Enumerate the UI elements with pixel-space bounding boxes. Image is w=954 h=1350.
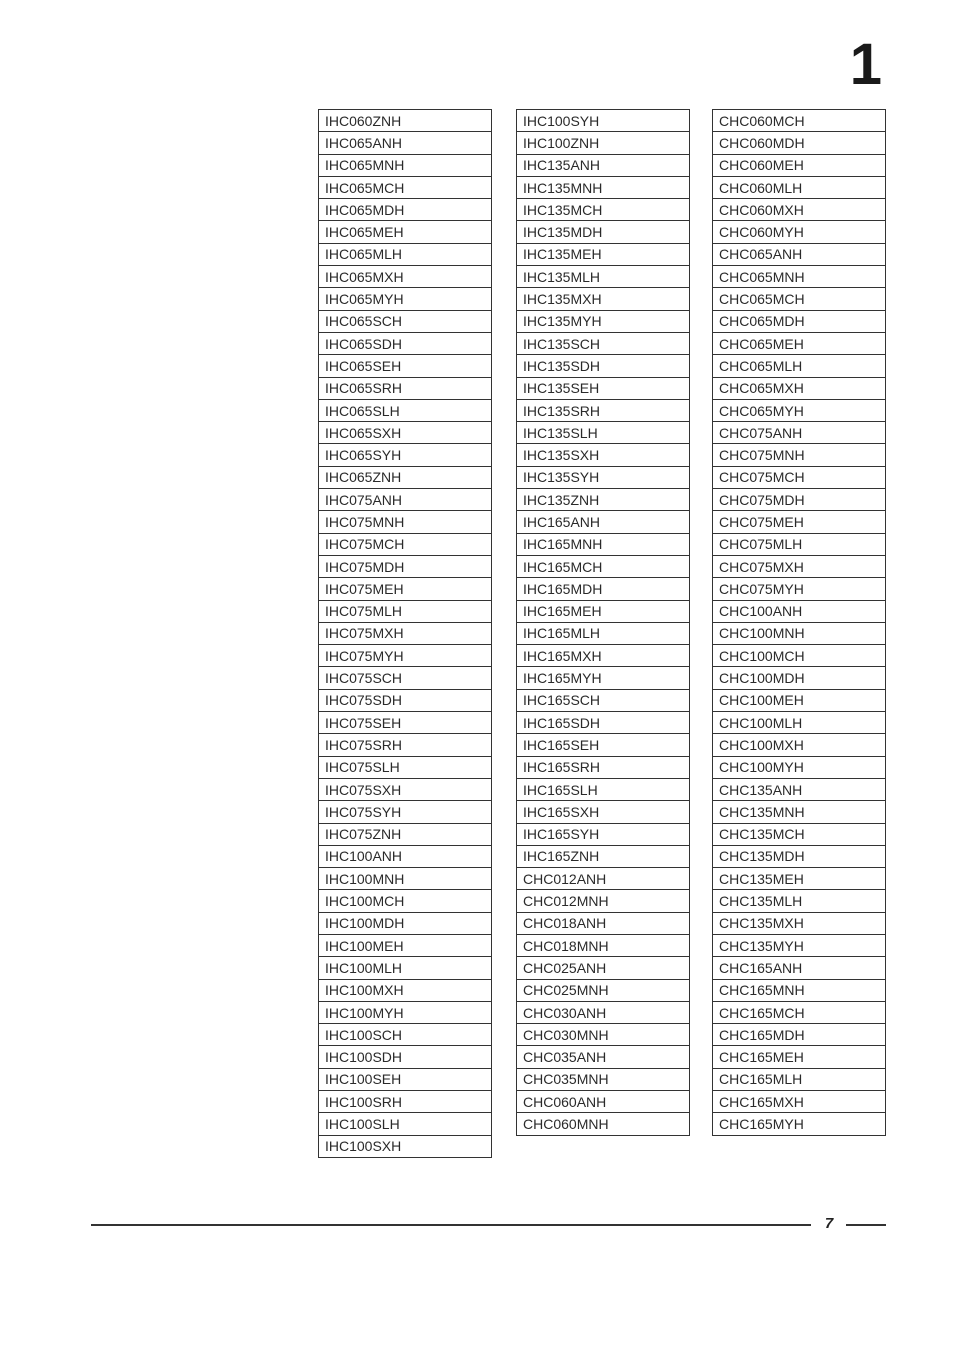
table-row: [713, 199, 886, 221]
model-code-cell: CHC018ANH: [517, 912, 690, 934]
model-code-cell: IHC135SCH: [517, 332, 690, 354]
model-code-cell: CHC018MNH: [517, 934, 690, 956]
model-code-cell: CHC075MEH: [713, 511, 886, 533]
table-row: [517, 600, 690, 622]
model-code-cell: IHC165SXH: [517, 801, 690, 823]
model-code-cell: CHC165ANH: [713, 957, 886, 979]
table-row: [517, 823, 690, 845]
model-code-cell: IHC065MXH: [319, 266, 492, 288]
table-row: [713, 332, 886, 354]
table-row: [517, 1113, 690, 1135]
model-list-column-3: [712, 109, 886, 1136]
table-row: [713, 154, 886, 176]
model-code-cell: IHC065MCH: [319, 176, 492, 198]
table-row: [713, 511, 886, 533]
table-row: [319, 110, 492, 132]
table-row: [713, 756, 886, 778]
model-code-cell: CHC165MYH: [713, 1113, 886, 1135]
table-row: [713, 1068, 886, 1090]
table-row: [319, 756, 492, 778]
model-code-cell: IHC165SLH: [517, 778, 690, 800]
table-row: [319, 511, 492, 533]
model-code-cell: IHC065ZNH: [319, 466, 492, 488]
model-code-cell: CHC100MNH: [713, 622, 886, 644]
model-code-cell: CHC100MLH: [713, 712, 886, 734]
table-row: [319, 377, 492, 399]
model-code-cell: IHC065SEH: [319, 355, 492, 377]
table-row: [319, 801, 492, 823]
table-row: [713, 533, 886, 555]
table-row: [517, 533, 690, 555]
table-row: [517, 645, 690, 667]
table-row: [319, 934, 492, 956]
table-row: [713, 1046, 886, 1068]
model-code-cell: CHC165MXH: [713, 1091, 886, 1113]
model-code-cell: IHC100MNH: [319, 868, 492, 890]
model-code-cell: CHC065MCH: [713, 288, 886, 310]
table-row: [517, 912, 690, 934]
table-row: [713, 890, 886, 912]
table-row: [713, 667, 886, 689]
table-row: [517, 845, 690, 867]
table-row: [319, 444, 492, 466]
table-row: [319, 533, 492, 555]
model-code-cell: CHC065MXH: [713, 377, 886, 399]
model-code-cell: CHC100MEH: [713, 689, 886, 711]
model-code-cell: IHC100MLH: [319, 957, 492, 979]
model-code-cell: IHC065MDH: [319, 199, 492, 221]
model-code-cell: CHC065MNH: [713, 266, 886, 288]
model-code-cell: IHC100MYH: [319, 1001, 492, 1023]
table-row: [319, 622, 492, 644]
table-row: [713, 600, 886, 622]
table-row: [319, 600, 492, 622]
table-row: [319, 578, 492, 600]
page-number: 7: [824, 1215, 834, 1232]
table-row: [713, 489, 886, 511]
model-code-cell: IHC100ZNH: [517, 132, 690, 154]
model-code-cell: CHC165MDH: [713, 1024, 886, 1046]
table-row: [713, 555, 886, 577]
model-code-cell: IHC060ZNH: [319, 110, 492, 132]
table-row: [319, 132, 492, 154]
table-row: [319, 823, 492, 845]
model-code-cell: IHC135SYH: [517, 466, 690, 488]
model-code-cell: CHC135ANH: [713, 778, 886, 800]
chapter-number: 1: [849, 32, 882, 97]
table-row: [517, 399, 690, 421]
model-code-cell: IHC135MNH: [517, 176, 690, 198]
model-code-cell: IHC165SRH: [517, 756, 690, 778]
model-code-cell: CHC100MXH: [713, 734, 886, 756]
model-code-cell: IHC135SLH: [517, 422, 690, 444]
model-code-cell: IHC135MDH: [517, 221, 690, 243]
model-code-cell: IHC075MCH: [319, 533, 492, 555]
table-row: [517, 377, 690, 399]
table-row: [319, 1091, 492, 1113]
table-row: [713, 801, 886, 823]
model-code-cell: CHC075ANH: [713, 422, 886, 444]
model-code-cell: CHC012ANH: [517, 868, 690, 890]
model-code-cell: CHC025ANH: [517, 957, 690, 979]
table-row: [713, 355, 886, 377]
model-code-cell: CHC075MLH: [713, 533, 886, 555]
table-row: [319, 689, 492, 711]
table-row: [713, 912, 886, 934]
model-code-cell: IHC100MEH: [319, 934, 492, 956]
table-row: [517, 957, 690, 979]
table-row: [713, 622, 886, 644]
table-row: [713, 221, 886, 243]
model-code-cell: CHC075MCH: [713, 466, 886, 488]
table-row: [517, 689, 690, 711]
table-row: [713, 466, 886, 488]
table-row: [319, 221, 492, 243]
table-row: [713, 132, 886, 154]
model-code-cell: IHC100MDH: [319, 912, 492, 934]
model-code-cell: IHC065MEH: [319, 221, 492, 243]
model-code-cell: IHC135MLH: [517, 266, 690, 288]
table-row: [319, 868, 492, 890]
model-code-cell: IHC075SDH: [319, 689, 492, 711]
model-code-cell: IHC065SDH: [319, 332, 492, 354]
model-code-cell: IHC100SCH: [319, 1024, 492, 1046]
model-code-cell: IHC165SEH: [517, 734, 690, 756]
table-row: [319, 199, 492, 221]
table-row: [517, 511, 690, 533]
table-row: [319, 1024, 492, 1046]
model-code-cell: CHC065MDH: [713, 310, 886, 332]
model-code-cell: IHC165MNH: [517, 533, 690, 555]
table-row: [319, 1135, 492, 1157]
model-code-cell: IHC135MCH: [517, 199, 690, 221]
table-row: [319, 1046, 492, 1068]
model-code-cell: CHC030MNH: [517, 1024, 690, 1046]
model-code-cell: IHC065SCH: [319, 310, 492, 332]
table-row: [319, 979, 492, 1001]
model-code-cell: CHC060MLH: [713, 176, 886, 198]
model-code-cell: IHC075MYH: [319, 645, 492, 667]
model-code-cell: CHC060MCH: [713, 110, 886, 132]
model-code-cell: IHC065SRH: [319, 377, 492, 399]
table-row: [713, 444, 886, 466]
table-row: [517, 778, 690, 800]
table-row: [713, 243, 886, 265]
model-code-cell: CHC030ANH: [517, 1001, 690, 1023]
model-code-cell: CHC065MLH: [713, 355, 886, 377]
table-row: [713, 1024, 886, 1046]
table-row: [517, 712, 690, 734]
model-code-cell: IHC165SDH: [517, 712, 690, 734]
model-code-cell: IHC075MEH: [319, 578, 492, 600]
model-code-cell: IHC135MEH: [517, 243, 690, 265]
table-row: [713, 110, 886, 132]
table-row: [713, 979, 886, 1001]
model-code-cell: IHC165MCH: [517, 555, 690, 577]
table-row: [713, 957, 886, 979]
table-row: [517, 801, 690, 823]
table-row: [517, 979, 690, 1001]
table-row: [713, 868, 886, 890]
model-code-cell: CHC100MYH: [713, 756, 886, 778]
table-row: [517, 622, 690, 644]
table-row: [713, 645, 886, 667]
model-list-column-2: [516, 109, 690, 1136]
table-row: [517, 266, 690, 288]
table-row: [319, 1113, 492, 1135]
table-row: [713, 377, 886, 399]
footer-rule-right: [846, 1224, 886, 1226]
model-code-cell: CHC035ANH: [517, 1046, 690, 1068]
table-row: [713, 734, 886, 756]
table-row: [517, 1091, 690, 1113]
model-code-cell: CHC135MYH: [713, 934, 886, 956]
model-code-cell: IHC075ANH: [319, 489, 492, 511]
model-code-cell: CHC100MCH: [713, 645, 886, 667]
table-row: [319, 332, 492, 354]
model-code-cell: IHC165MYH: [517, 667, 690, 689]
model-code-cell: IHC075MNH: [319, 511, 492, 533]
model-code-cell: IHC075SLH: [319, 756, 492, 778]
model-code-cell: IHC100ANH: [319, 845, 492, 867]
model-code-cell: CHC135MDH: [713, 845, 886, 867]
table-row: [517, 110, 690, 132]
table-row: [713, 712, 886, 734]
model-code-cell: IHC165ANH: [517, 511, 690, 533]
table-row: [517, 466, 690, 488]
model-code-cell: CHC065ANH: [713, 243, 886, 265]
model-code-cell: CHC060ANH: [517, 1091, 690, 1113]
model-code-cell: CHC135MEH: [713, 868, 886, 890]
table-row: [517, 176, 690, 198]
model-code-cell: CHC165MLH: [713, 1068, 886, 1090]
table-row: [319, 778, 492, 800]
table-row: [713, 823, 886, 845]
table-row: [517, 199, 690, 221]
table-row: [517, 1001, 690, 1023]
model-code-cell: CHC100MDH: [713, 667, 886, 689]
model-code-cell: IHC075ZNH: [319, 823, 492, 845]
model-code-cell: IHC100SDH: [319, 1046, 492, 1068]
table-row: [517, 422, 690, 444]
model-code-cell: IHC075SYH: [319, 801, 492, 823]
table-row: [319, 912, 492, 934]
model-code-cell: IHC065SLH: [319, 399, 492, 421]
model-code-cell: IHC065SXH: [319, 422, 492, 444]
table-row: [319, 466, 492, 488]
model-code-cell: IHC100MCH: [319, 890, 492, 912]
table-row: [713, 422, 886, 444]
model-code-cell: IHC075SCH: [319, 667, 492, 689]
model-code-cell: CHC135MLH: [713, 890, 886, 912]
table-row: [517, 1068, 690, 1090]
model-code-cell: IHC075MLH: [319, 600, 492, 622]
table-row: [517, 1024, 690, 1046]
model-code-cell: IHC135SEH: [517, 377, 690, 399]
model-code-cell: IHC065MYH: [319, 288, 492, 310]
model-code-cell: IHC065MLH: [319, 243, 492, 265]
table-row: [319, 489, 492, 511]
table-row: [319, 712, 492, 734]
table-row: [713, 1001, 886, 1023]
model-code-cell: IHC075SEH: [319, 712, 492, 734]
table-row: [517, 444, 690, 466]
table-row: [319, 845, 492, 867]
model-code-cell: IHC165ZNH: [517, 845, 690, 867]
table-row: [517, 890, 690, 912]
table-row: [319, 1001, 492, 1023]
model-code-cell: CHC135MCH: [713, 823, 886, 845]
table-row: [319, 667, 492, 689]
table-row: [517, 868, 690, 890]
table-row: [319, 288, 492, 310]
table-row: [319, 176, 492, 198]
model-code-cell: IHC100SYH: [517, 110, 690, 132]
model-code-cell: IHC135SXH: [517, 444, 690, 466]
model-code-cell: CHC135MNH: [713, 801, 886, 823]
table-row: [319, 555, 492, 577]
model-code-cell: CHC035MNH: [517, 1068, 690, 1090]
model-code-cell: CHC060MXH: [713, 199, 886, 221]
model-code-cell: CHC075MNH: [713, 444, 886, 466]
table-row: [517, 355, 690, 377]
table-row: [713, 845, 886, 867]
table-row: [517, 243, 690, 265]
table-row: [517, 756, 690, 778]
table-row: [319, 399, 492, 421]
model-code-cell: CHC065MEH: [713, 332, 886, 354]
model-code-cell: IHC135MXH: [517, 288, 690, 310]
table-row: [713, 176, 886, 198]
model-code-cell: CHC100ANH: [713, 600, 886, 622]
table-row: [319, 734, 492, 756]
table-row: [713, 1091, 886, 1113]
table-row: [713, 934, 886, 956]
table-row: [517, 667, 690, 689]
model-code-cell: IHC100SRH: [319, 1091, 492, 1113]
model-code-cell: IHC075SRH: [319, 734, 492, 756]
table-row: [319, 422, 492, 444]
table-row: [517, 132, 690, 154]
model-code-cell: IHC135MYH: [517, 310, 690, 332]
model-code-cell: IHC100SXH: [319, 1135, 492, 1157]
table-row: [517, 332, 690, 354]
model-code-cell: IHC135SDH: [517, 355, 690, 377]
model-code-cell: CHC165MNH: [713, 979, 886, 1001]
model-code-cell: IHC075MXH: [319, 622, 492, 644]
model-code-cell: CHC060MYH: [713, 221, 886, 243]
model-code-cell: IHC075SXH: [319, 778, 492, 800]
model-code-cell: CHC135MXH: [713, 912, 886, 934]
table-row: [517, 934, 690, 956]
table-row: [319, 890, 492, 912]
model-code-cell: IHC135ANH: [517, 154, 690, 176]
model-code-cell: CHC012MNH: [517, 890, 690, 912]
model-code-cell: CHC075MDH: [713, 489, 886, 511]
table-row: [713, 399, 886, 421]
model-code-cell: IHC135ZNH: [517, 489, 690, 511]
table-row: [319, 266, 492, 288]
model-code-cell: CHC165MEH: [713, 1046, 886, 1068]
model-code-cell: CHC060MDH: [713, 132, 886, 154]
model-code-cell: IHC065ANH: [319, 132, 492, 154]
model-code-cell: IHC100MXH: [319, 979, 492, 1001]
model-code-cell: IHC065MNH: [319, 154, 492, 176]
table-row: [319, 355, 492, 377]
model-code-cell: IHC100SEH: [319, 1068, 492, 1090]
model-code-cell: CHC060MNH: [517, 1113, 690, 1135]
table-row: [517, 310, 690, 332]
table-row: [713, 689, 886, 711]
table-row: [713, 1113, 886, 1135]
model-code-cell: IHC165MDH: [517, 578, 690, 600]
table-row: [319, 1068, 492, 1090]
footer-rule-left: [91, 1224, 811, 1226]
model-code-cell: CHC025MNH: [517, 979, 690, 1001]
model-code-cell: IHC165SYH: [517, 823, 690, 845]
model-code-cell: IHC165MLH: [517, 622, 690, 644]
model-code-cell: CHC065MYH: [713, 399, 886, 421]
model-code-cell: CHC060MEH: [713, 154, 886, 176]
table-row: [517, 578, 690, 600]
model-code-cell: CHC075MXH: [713, 555, 886, 577]
table-row: [713, 266, 886, 288]
table-row: [517, 489, 690, 511]
model-list-column-1: [318, 109, 492, 1158]
table-row: [517, 555, 690, 577]
table-row: [713, 578, 886, 600]
table-row: [319, 310, 492, 332]
model-code-cell: IHC165SCH: [517, 689, 690, 711]
table-row: [319, 645, 492, 667]
model-code-cell: IHC065SYH: [319, 444, 492, 466]
model-code-cell: CHC075MYH: [713, 578, 886, 600]
table-row: [319, 957, 492, 979]
table-row: [517, 734, 690, 756]
model-code-cell: IHC165MXH: [517, 645, 690, 667]
model-code-cell: IHC165MEH: [517, 600, 690, 622]
model-code-cell: IHC100SLH: [319, 1113, 492, 1135]
table-row: [319, 154, 492, 176]
table-row: [517, 154, 690, 176]
table-row: [517, 1046, 690, 1068]
model-code-cell: IHC135SRH: [517, 399, 690, 421]
table-row: [517, 288, 690, 310]
table-row: [713, 288, 886, 310]
model-code-cell: CHC165MCH: [713, 1001, 886, 1023]
table-row: [319, 243, 492, 265]
table-row: [713, 778, 886, 800]
table-row: [713, 310, 886, 332]
model-code-cell: IHC075MDH: [319, 555, 492, 577]
table-row: [517, 221, 690, 243]
